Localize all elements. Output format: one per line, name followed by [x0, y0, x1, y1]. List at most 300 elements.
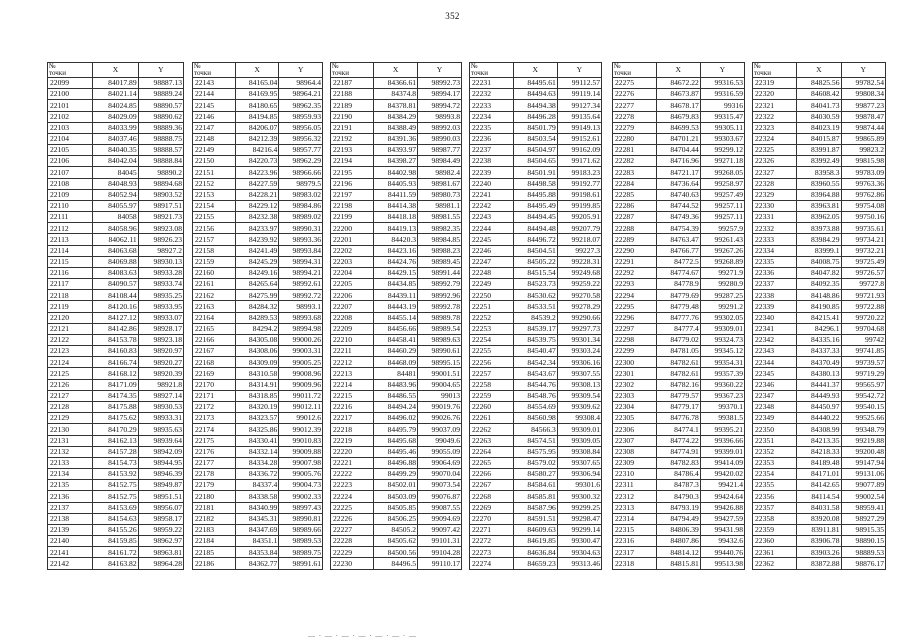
point-number-cell: 22200 — [331, 223, 374, 234]
x-coordinate-cell: 84353.84 — [235, 547, 279, 558]
point-number-cell: 22100 — [48, 89, 93, 100]
y-coordinate-cell: 98889.53 — [841, 547, 885, 558]
y-coordinate-cell: 98959.93 — [279, 111, 323, 122]
x-coordinate-cell: 84336.72 — [235, 469, 279, 480]
point-number-cell: 22102 — [48, 111, 93, 122]
y-coordinate-cell: 98890.2 — [138, 167, 183, 178]
y-coordinate-cell: 98889.24 — [138, 89, 183, 100]
point-number-cell: 22355 — [753, 480, 797, 491]
table-row — [753, 323, 886, 334]
table-row — [331, 469, 462, 480]
y-coordinate-cell: 99414.09 — [700, 457, 744, 468]
table-row — [753, 145, 886, 156]
table-row — [753, 457, 886, 468]
y-coordinate-cell: 98992.79 — [418, 279, 462, 290]
table-row — [48, 435, 184, 446]
table-row — [331, 424, 462, 435]
x-coordinate-cell: 84782.16 — [656, 379, 700, 390]
y-coordinate-cell: 99719.29 — [841, 368, 885, 379]
table-row — [613, 234, 745, 245]
table-row — [48, 547, 184, 558]
x-coordinate-cell: 84215.41 — [797, 312, 841, 323]
y-coordinate-cell: 98989.53 — [279, 536, 323, 547]
point-number-cell: 22353 — [753, 457, 797, 468]
table-row — [753, 279, 886, 290]
y-coordinate-cell: 99741.85 — [841, 346, 885, 357]
y-coordinate-cell: 98958.17 — [138, 513, 183, 524]
x-coordinate-cell: 84458.41 — [374, 334, 418, 345]
y-coordinate-cell: 99258.97 — [700, 178, 744, 189]
y-coordinate-cell: 99732.21 — [841, 245, 885, 256]
table-row — [753, 390, 886, 401]
point-number-cell: 22188 — [331, 89, 374, 100]
x-coordinate-cell: 84171.09 — [93, 379, 138, 390]
table-row — [613, 379, 745, 390]
y-coordinate-cell: 98933.95 — [138, 301, 183, 312]
point-number-cell: 22255 — [470, 346, 514, 357]
y-coordinate-cell: 98935.25 — [138, 290, 183, 301]
table-row — [470, 78, 602, 89]
x-coordinate-cell: 84443.19 — [374, 301, 418, 312]
table-row — [613, 457, 745, 468]
table-row — [470, 469, 602, 480]
point-number-cell: 22123 — [48, 346, 93, 357]
y-coordinate-cell: 99304.63 — [557, 547, 601, 558]
table-row — [331, 245, 462, 256]
y-coordinate-cell: 99271.18 — [700, 156, 744, 167]
table-row — [193, 290, 323, 301]
point-number-cell: 22305 — [613, 413, 657, 424]
table-row — [48, 502, 184, 513]
point-number-cell: 22202 — [331, 245, 374, 256]
point-number-cell: 22334 — [753, 245, 797, 256]
y-coordinate-cell: 99094.69 — [418, 513, 462, 524]
x-coordinate-cell: 84807.86 — [656, 536, 700, 547]
point-number-cell: 22309 — [613, 457, 657, 468]
y-coordinate-cell: 98927.14 — [138, 390, 183, 401]
point-number-cell: 22209 — [331, 323, 374, 334]
x-coordinate-cell: 84580.27 — [513, 469, 557, 480]
y-coordinate-cell: 98990.31 — [279, 223, 323, 234]
point-number-cell: 22151 — [193, 167, 236, 178]
point-number-cell: 22286 — [613, 200, 657, 211]
x-coordinate-cell: 84699.53 — [656, 122, 700, 133]
x-coordinate-cell: 84194.85 — [235, 111, 279, 122]
table-row — [470, 424, 602, 435]
point-number-cell: 22349 — [753, 413, 797, 424]
point-number-cell: 22269 — [470, 502, 514, 513]
point-number-cell: 22103 — [48, 122, 93, 133]
table-row — [470, 334, 602, 345]
x-header: X — [374, 63, 418, 78]
point-number-cell: 22211 — [331, 346, 374, 357]
x-coordinate-cell: 84062.11 — [93, 234, 138, 245]
x-coordinate-cell: 84587.96 — [513, 502, 557, 513]
x-coordinate-cell: 83963.81 — [797, 200, 841, 211]
table-row — [193, 491, 323, 502]
point-number-header-label: № — [332, 62, 339, 70]
y-coordinate-cell: 99004.65 — [418, 379, 462, 390]
y-coordinate-cell: 98962.35 — [279, 100, 323, 111]
point-number-cell: 22316 — [613, 536, 657, 547]
y-coordinate-cell: 99431.98 — [700, 524, 744, 535]
point-number-cell: 22170 — [193, 379, 236, 390]
table-row — [613, 435, 745, 446]
table-row — [193, 111, 323, 122]
y-coordinate-cell: 99306.94 — [557, 469, 601, 480]
y-coordinate-cell: 99299.14 — [557, 524, 601, 535]
table-row — [753, 178, 886, 189]
point-number-cell: 22289 — [613, 234, 657, 245]
table-row — [48, 457, 184, 468]
point-number-cell: 22145 — [193, 100, 236, 111]
table-row — [470, 446, 602, 457]
y-coordinate-cell: 98926.23 — [138, 234, 183, 245]
y-coordinate-cell: 98989.63 — [418, 334, 462, 345]
y-coordinate-cell: 99002.33 — [279, 491, 323, 502]
x-coordinate-cell: 84206.07 — [235, 122, 279, 133]
y-coordinate-cell: 98993.1 — [279, 301, 323, 312]
y-coordinate-cell: 99381.5 — [700, 413, 744, 424]
x-coordinate-cell: 84542.34 — [513, 357, 557, 368]
point-number-cell: 22228 — [331, 536, 374, 547]
point-number-header-label: № — [754, 62, 761, 70]
y-coordinate-cell: 99878.47 — [841, 111, 885, 122]
table-row — [331, 357, 462, 368]
y-coordinate-cell: 99037.09 — [418, 424, 462, 435]
point-number-cell: 22210 — [331, 334, 374, 345]
y-coordinate-cell: 98991.61 — [279, 558, 323, 569]
table-row — [613, 401, 745, 412]
table-row — [331, 89, 462, 100]
table-row — [193, 334, 323, 345]
y-coordinate-cell: 99055.09 — [418, 446, 462, 457]
table-row — [470, 480, 602, 491]
table-row — [331, 368, 462, 379]
point-number-cell: 22190 — [331, 111, 374, 122]
x-coordinate-cell: 84419.13 — [374, 223, 418, 234]
y-coordinate-cell: 99762.86 — [841, 189, 885, 200]
point-number-cell: 22276 — [613, 89, 657, 100]
x-coordinate-cell: 84218.33 — [797, 446, 841, 457]
point-number-cell: 22187 — [331, 78, 374, 89]
y-coordinate-cell: 99257.9 — [700, 223, 744, 234]
x-coordinate-cell: 84778.9 — [656, 279, 700, 290]
x-coordinate-cell: 84779.02 — [656, 334, 700, 345]
point-number-cell: 22152 — [193, 178, 236, 189]
y-coordinate-cell: 99302.05 — [700, 312, 744, 323]
y-coordinate-cell: 98933.28 — [138, 267, 183, 278]
point-number-cell: 22131 — [48, 435, 93, 446]
y-coordinate-cell: 99424.64 — [700, 491, 744, 502]
point-number-cell: 22294 — [613, 290, 657, 301]
table-row — [331, 524, 462, 535]
point-number-cell: 22312 — [613, 491, 657, 502]
point-number-cell: 22217 — [331, 413, 374, 424]
point-number-cell: 22338 — [753, 290, 797, 301]
point-number-cell: 22328 — [753, 178, 797, 189]
table-row — [331, 100, 462, 111]
x-coordinate-cell: 83962.05 — [797, 212, 841, 223]
table-row — [193, 279, 323, 290]
table-row — [753, 424, 886, 435]
y-coordinate-cell: 99303.67 — [700, 133, 744, 144]
point-number-cell: 22357 — [753, 502, 797, 513]
table-row — [331, 379, 462, 390]
y-coordinate-cell: 99704.68 — [841, 323, 885, 334]
x-coordinate-cell: 84779.48 — [656, 301, 700, 312]
x-coordinate-cell: 84152.75 — [93, 491, 138, 502]
point-number-cell: 22251 — [470, 301, 514, 312]
table-row — [331, 111, 462, 122]
x-coordinate-cell: 84619.85 — [513, 536, 557, 547]
y-coordinate-cell: 99783.09 — [841, 167, 885, 178]
x-coordinate-cell: 84429.15 — [374, 267, 418, 278]
table-row — [48, 536, 184, 547]
table-row — [470, 223, 602, 234]
point-number-cell: 22162 — [193, 290, 236, 301]
x-coordinate-cell: 84774.22 — [656, 435, 700, 446]
x-coordinate-cell: 84414.38 — [374, 200, 418, 211]
y-coordinate-cell: 99004.73 — [279, 480, 323, 491]
y-coordinate-cell: 99309.01 — [700, 323, 744, 334]
x-coordinate-cell: 84659.23 — [513, 558, 557, 569]
table-row — [48, 368, 184, 379]
y-coordinate-cell: 99735.61 — [841, 223, 885, 234]
y-coordinate-cell: 99077.89 — [841, 480, 885, 491]
y-coordinate-cell: 98951.51 — [138, 491, 183, 502]
table-row — [753, 100, 886, 111]
x-coordinate-cell: 84023.19 — [797, 122, 841, 133]
x-coordinate-cell: 84289.53 — [235, 312, 279, 323]
table-row — [193, 212, 323, 223]
table-row — [753, 267, 886, 278]
x-coordinate-cell: 84378.81 — [374, 100, 418, 111]
x-coordinate-cell: 84500.56 — [374, 547, 418, 558]
y-coordinate-cell: 99734.21 — [841, 234, 885, 245]
point-number-cell: 22256 — [470, 357, 514, 368]
point-number-cell: 22199 — [331, 212, 374, 223]
point-number-cell: 22163 — [193, 301, 236, 312]
y-coordinate-cell: 99192.77 — [557, 178, 601, 189]
table-row — [48, 334, 184, 345]
point-number-cell: 22219 — [331, 435, 374, 446]
table-row — [470, 502, 602, 513]
x-coordinate-cell: 84265.64 — [235, 279, 279, 290]
y-coordinate-cell: 99720.22 — [841, 312, 885, 323]
y-coordinate-cell: 99007.98 — [279, 457, 323, 468]
y-coordinate-cell: 98992.96 — [418, 290, 462, 301]
point-number-cell: 22285 — [613, 189, 657, 200]
point-number-cell: 22120 — [48, 312, 93, 323]
point-number-cell: 22301 — [613, 368, 657, 379]
table-row — [613, 368, 745, 379]
point-number-cell: 22351 — [753, 435, 797, 446]
y-coordinate-cell: 99270.58 — [557, 290, 601, 301]
x-coordinate-cell: 83958.3 — [797, 167, 841, 178]
table-row — [193, 513, 323, 524]
y-coordinate-cell: 98994.72 — [418, 100, 462, 111]
point-number-cell: 22195 — [331, 167, 374, 178]
table-row — [193, 245, 323, 256]
x-coordinate-cell: 84157.28 — [93, 446, 138, 457]
y-coordinate-cell: 99808.34 — [841, 89, 885, 100]
point-number-header-label: № — [194, 62, 201, 70]
table-row — [48, 323, 184, 334]
point-number-cell: 22260 — [470, 401, 514, 412]
y-coordinate-cell: 98980.73 — [418, 189, 462, 200]
point-number-cell: 22307 — [613, 435, 657, 446]
x-coordinate-cell: 84041.73 — [797, 100, 841, 111]
x-coordinate-cell: 84024.85 — [93, 100, 138, 111]
x-coordinate-cell: 84503.54 — [513, 133, 557, 144]
x-header: X — [797, 63, 841, 78]
y-coordinate-cell: 99357.39 — [700, 368, 744, 379]
y-coordinate-cell: 99823.2 — [841, 145, 885, 156]
point-number-cell: 22244 — [470, 223, 514, 234]
table-row — [48, 167, 184, 178]
point-number-cell: 22155 — [193, 212, 236, 223]
x-coordinate-cell: 84347.69 — [235, 524, 279, 535]
point-number-cell: 22218 — [331, 424, 374, 435]
point-number-cell: 22350 — [753, 424, 797, 435]
y-coordinate-cell: 99131.06 — [841, 469, 885, 480]
point-number-cell: 22248 — [470, 267, 514, 278]
y-coordinate-cell: 98876.17 — [841, 558, 885, 569]
y-coordinate-cell: 98994.31 — [279, 256, 323, 267]
table-row — [613, 156, 745, 167]
point-number-cell: 22331 — [753, 212, 797, 223]
table-row — [753, 111, 886, 122]
table-row — [613, 267, 745, 278]
table-row — [470, 167, 602, 178]
x-coordinate-cell: 84334.28 — [235, 457, 279, 468]
point-number-cell: 22172 — [193, 401, 236, 412]
x-coordinate-cell: 84504.65 — [513, 156, 557, 167]
point-number-cell: 22189 — [331, 100, 374, 111]
x-coordinate-cell: 84440.22 — [797, 413, 841, 424]
table-row — [470, 279, 602, 290]
table-row — [48, 189, 184, 200]
y-coordinate-cell: 99259.22 — [557, 279, 601, 290]
point-number-cell: 22295 — [613, 301, 657, 312]
table-row — [331, 145, 462, 156]
y-coordinate-cell: 99198.61 — [557, 189, 601, 200]
table-row — [613, 167, 745, 178]
point-number-cell: 22278 — [613, 111, 657, 122]
table-header-row — [48, 63, 184, 78]
table-row — [470, 413, 602, 424]
y-header: Y — [418, 63, 462, 78]
point-number-cell: 22326 — [753, 156, 797, 167]
y-coordinate-cell: 99427.59 — [700, 513, 744, 524]
y-coordinate-cell: 99513.98 — [700, 558, 744, 569]
table-row — [753, 379, 886, 390]
table-row — [753, 312, 886, 323]
x-coordinate-cell: 84749.36 — [656, 212, 700, 223]
table-row — [193, 156, 323, 167]
table-row — [613, 480, 745, 491]
table-row — [331, 156, 462, 167]
table-row — [470, 290, 602, 301]
y-coordinate-cell: 99307.65 — [557, 457, 601, 468]
x-coordinate-cell: 84337.4 — [235, 480, 279, 491]
table-row — [613, 390, 745, 401]
table-row — [193, 446, 323, 457]
x-coordinate-cell: 84460.29 — [374, 346, 418, 357]
point-number-cell: 22319 — [753, 78, 797, 89]
y-coordinate-cell: 99307.55 — [557, 368, 601, 379]
y-coordinate-cell: 98963.81 — [138, 547, 183, 558]
point-number-cell: 22271 — [470, 524, 514, 535]
point-number-cell: 22236 — [470, 133, 514, 144]
table-row — [470, 401, 602, 412]
table-row — [331, 435, 462, 446]
x-coordinate-cell: 84017.89 — [93, 78, 138, 89]
y-coordinate-cell: 98944.95 — [138, 457, 183, 468]
point-number-cell: 22141 — [48, 547, 93, 558]
x-coordinate-cell: 84015.87 — [797, 133, 841, 144]
point-number-cell: 22302 — [613, 379, 657, 390]
x-coordinate-cell: 84029.09 — [93, 111, 138, 122]
table-header-row — [193, 63, 323, 78]
point-number-cell: 22206 — [331, 290, 374, 301]
point-number-cell: 22277 — [613, 100, 657, 111]
table-row — [48, 223, 184, 234]
table-row — [48, 346, 184, 357]
point-number-cell: 22232 — [470, 89, 514, 100]
y-coordinate-cell: 99301.34 — [557, 334, 601, 345]
table-header-row — [753, 63, 886, 78]
table-row — [613, 122, 745, 133]
y-coordinate-cell: 99010.83 — [279, 435, 323, 446]
point-number-header — [193, 63, 236, 78]
x-coordinate-cell: 84450.97 — [797, 401, 841, 412]
y-coordinate-cell: 99815.98 — [841, 156, 885, 167]
point-number-cell: 22274 — [470, 558, 514, 569]
point-number-cell: 22167 — [193, 346, 236, 357]
point-number-cell: 22194 — [331, 156, 374, 167]
point-number-header-sublabel: точки — [332, 69, 349, 77]
x-header: X — [93, 63, 138, 78]
x-coordinate-cell: 84033.99 — [93, 122, 138, 133]
x-coordinate-cell: 84055.97 — [93, 200, 138, 211]
point-number-cell: 22283 — [613, 167, 657, 178]
x-coordinate-cell: 84424.76 — [374, 256, 418, 267]
y-coordinate-cell: 98957.77 — [279, 145, 323, 156]
point-number-cell: 22356 — [753, 491, 797, 502]
y-coordinate-cell: 99309.05 — [557, 435, 601, 446]
point-number-cell: 22191 — [331, 122, 374, 133]
point-number-cell: 22341 — [753, 323, 797, 334]
x-coordinate-cell: 84736.64 — [656, 178, 700, 189]
table-row — [470, 368, 602, 379]
point-number-cell: 22205 — [331, 279, 374, 290]
y-coordinate-cell: 99309.62 — [557, 401, 601, 412]
y-coordinate-cell: 99207.79 — [557, 223, 601, 234]
table-row — [613, 145, 745, 156]
point-number-cell: 22313 — [613, 502, 657, 513]
point-number-cell: 22171 — [193, 390, 236, 401]
x-coordinate-cell: 84152.75 — [93, 480, 138, 491]
table-row — [48, 290, 184, 301]
table-row — [48, 279, 184, 290]
y-coordinate-cell: 99009.96 — [279, 379, 323, 390]
x-coordinate-cell: 84314.91 — [235, 379, 279, 390]
table-row — [48, 379, 184, 390]
x-coordinate-cell: 84391.36 — [374, 133, 418, 144]
x-coordinate-cell: 84155.26 — [93, 524, 138, 535]
